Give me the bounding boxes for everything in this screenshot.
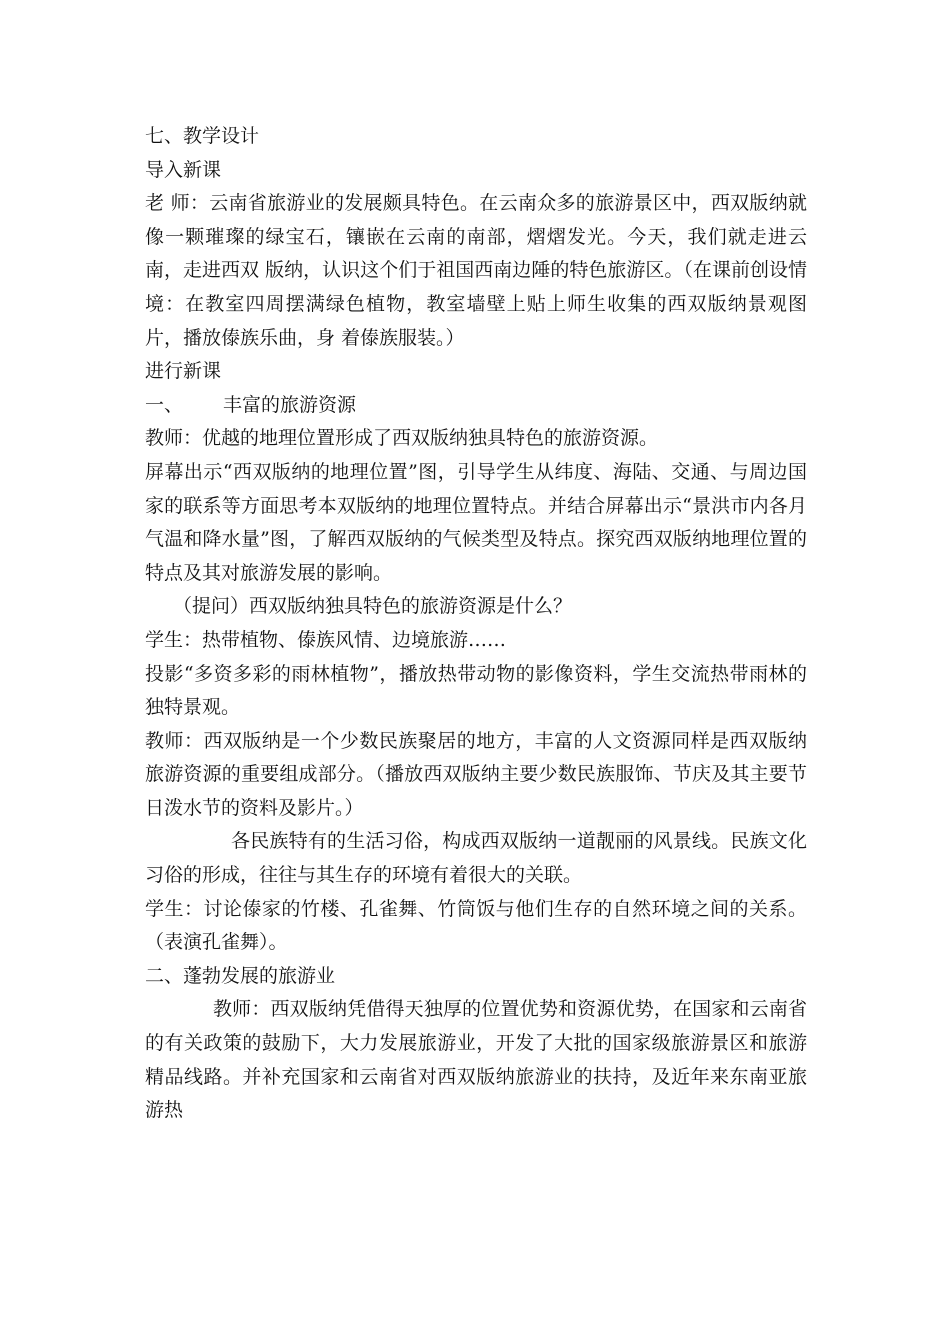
new-lesson-heading: 进行新课 xyxy=(145,360,222,383)
part1-heading xyxy=(145,389,807,423)
teacher-paragraph-2: 教师：西双版纳是一个少数民族聚居的地方，丰富的人文资源同样是西双版纳旅游资源的重要组成部分。（播放西双版纳主要少数民族服饰、节庆及其主要节日泼水节的资料及影片。） xyxy=(145,729,807,819)
intro-paragraph: 老 师：云南省旅游业的发展颇具特色。在云南众多的旅游景区中，西双版纳就像一颗璀璨的绿宝石，镶嵌在云南的南部，熠熠发光。今天，我们就走进云南，走进西双 版纳，认识这个们于祖国西南边陲的特色旅游区。（在课前创设情境：在教室四周摆满绿色植物，教室墙壁上贴上师生收集的西双版纳景观图片，播放傣族乐曲，身 着傣族服装。） xyxy=(145,192,807,349)
projection-paragraph xyxy=(145,658,807,725)
intro-heading: 导入新课 xyxy=(145,158,222,181)
document-page xyxy=(145,120,807,1128)
student-paragraph-2: 学生：讨论傣家的竹楼、孔雀舞、竹筒饭与他们生存的自然环境之间的关系。（表演孔雀舞）。 xyxy=(145,897,807,954)
projection-text: 投影“多资多彩的雨林植物”，播放热带动物的影像资料，学生交流热带雨林的独特景观。 xyxy=(145,662,807,719)
teacher-paragraph-1: 教师：优越的地理位置形成了西双版纳独具特色的旅游资源。 xyxy=(145,427,659,450)
part2-heading: 二、蓬勃发展的旅游业 xyxy=(145,964,336,987)
part1-number: 一、 xyxy=(145,393,184,416)
question-paragraph: （提问）西双版纳独具特色的旅游资源是什么？ xyxy=(173,595,573,618)
teacher-3-text: 教师：西双版纳凭借得天独厚的位置优势和资源优势，在国家和云南省的有关政策的鼓励下，大力发展旅游业，开发了大批的国家级旅游景区和旅游精品线路。并补充国家和云南省对西双版纳旅游业的扶持，及近年来东南亚旅游热 xyxy=(145,998,807,1122)
customs-text: 各民族特有的生活习俗，构成西双版纳一道靓丽的风景线。民族文化习俗的形成，往往与其生存的环境有着很大的关联。 xyxy=(145,830,807,887)
teacher-paragraph-3 xyxy=(145,993,807,1127)
section-title: 七、教学设计 xyxy=(145,125,260,147)
screen-paragraph: 屏幕出示“西双版纳的地理位置”图，引导学生从纬度、海陆、交通、与周边国家的联系等方面思考本双版纳的地理位置特点。并结合屏幕出示“景洪市内各月气温和降水量”图，了解西双版纳的气候类型及特点。探究西双版纳地理位置的特点及其对旅游发展的影响。 xyxy=(145,460,807,584)
part1-title: 丰富的旅游资源 xyxy=(223,393,357,416)
student-paragraph-1: 学生：热带植物、傣族风情、边境旅游…… xyxy=(145,628,507,651)
customs-paragraph xyxy=(145,825,807,892)
